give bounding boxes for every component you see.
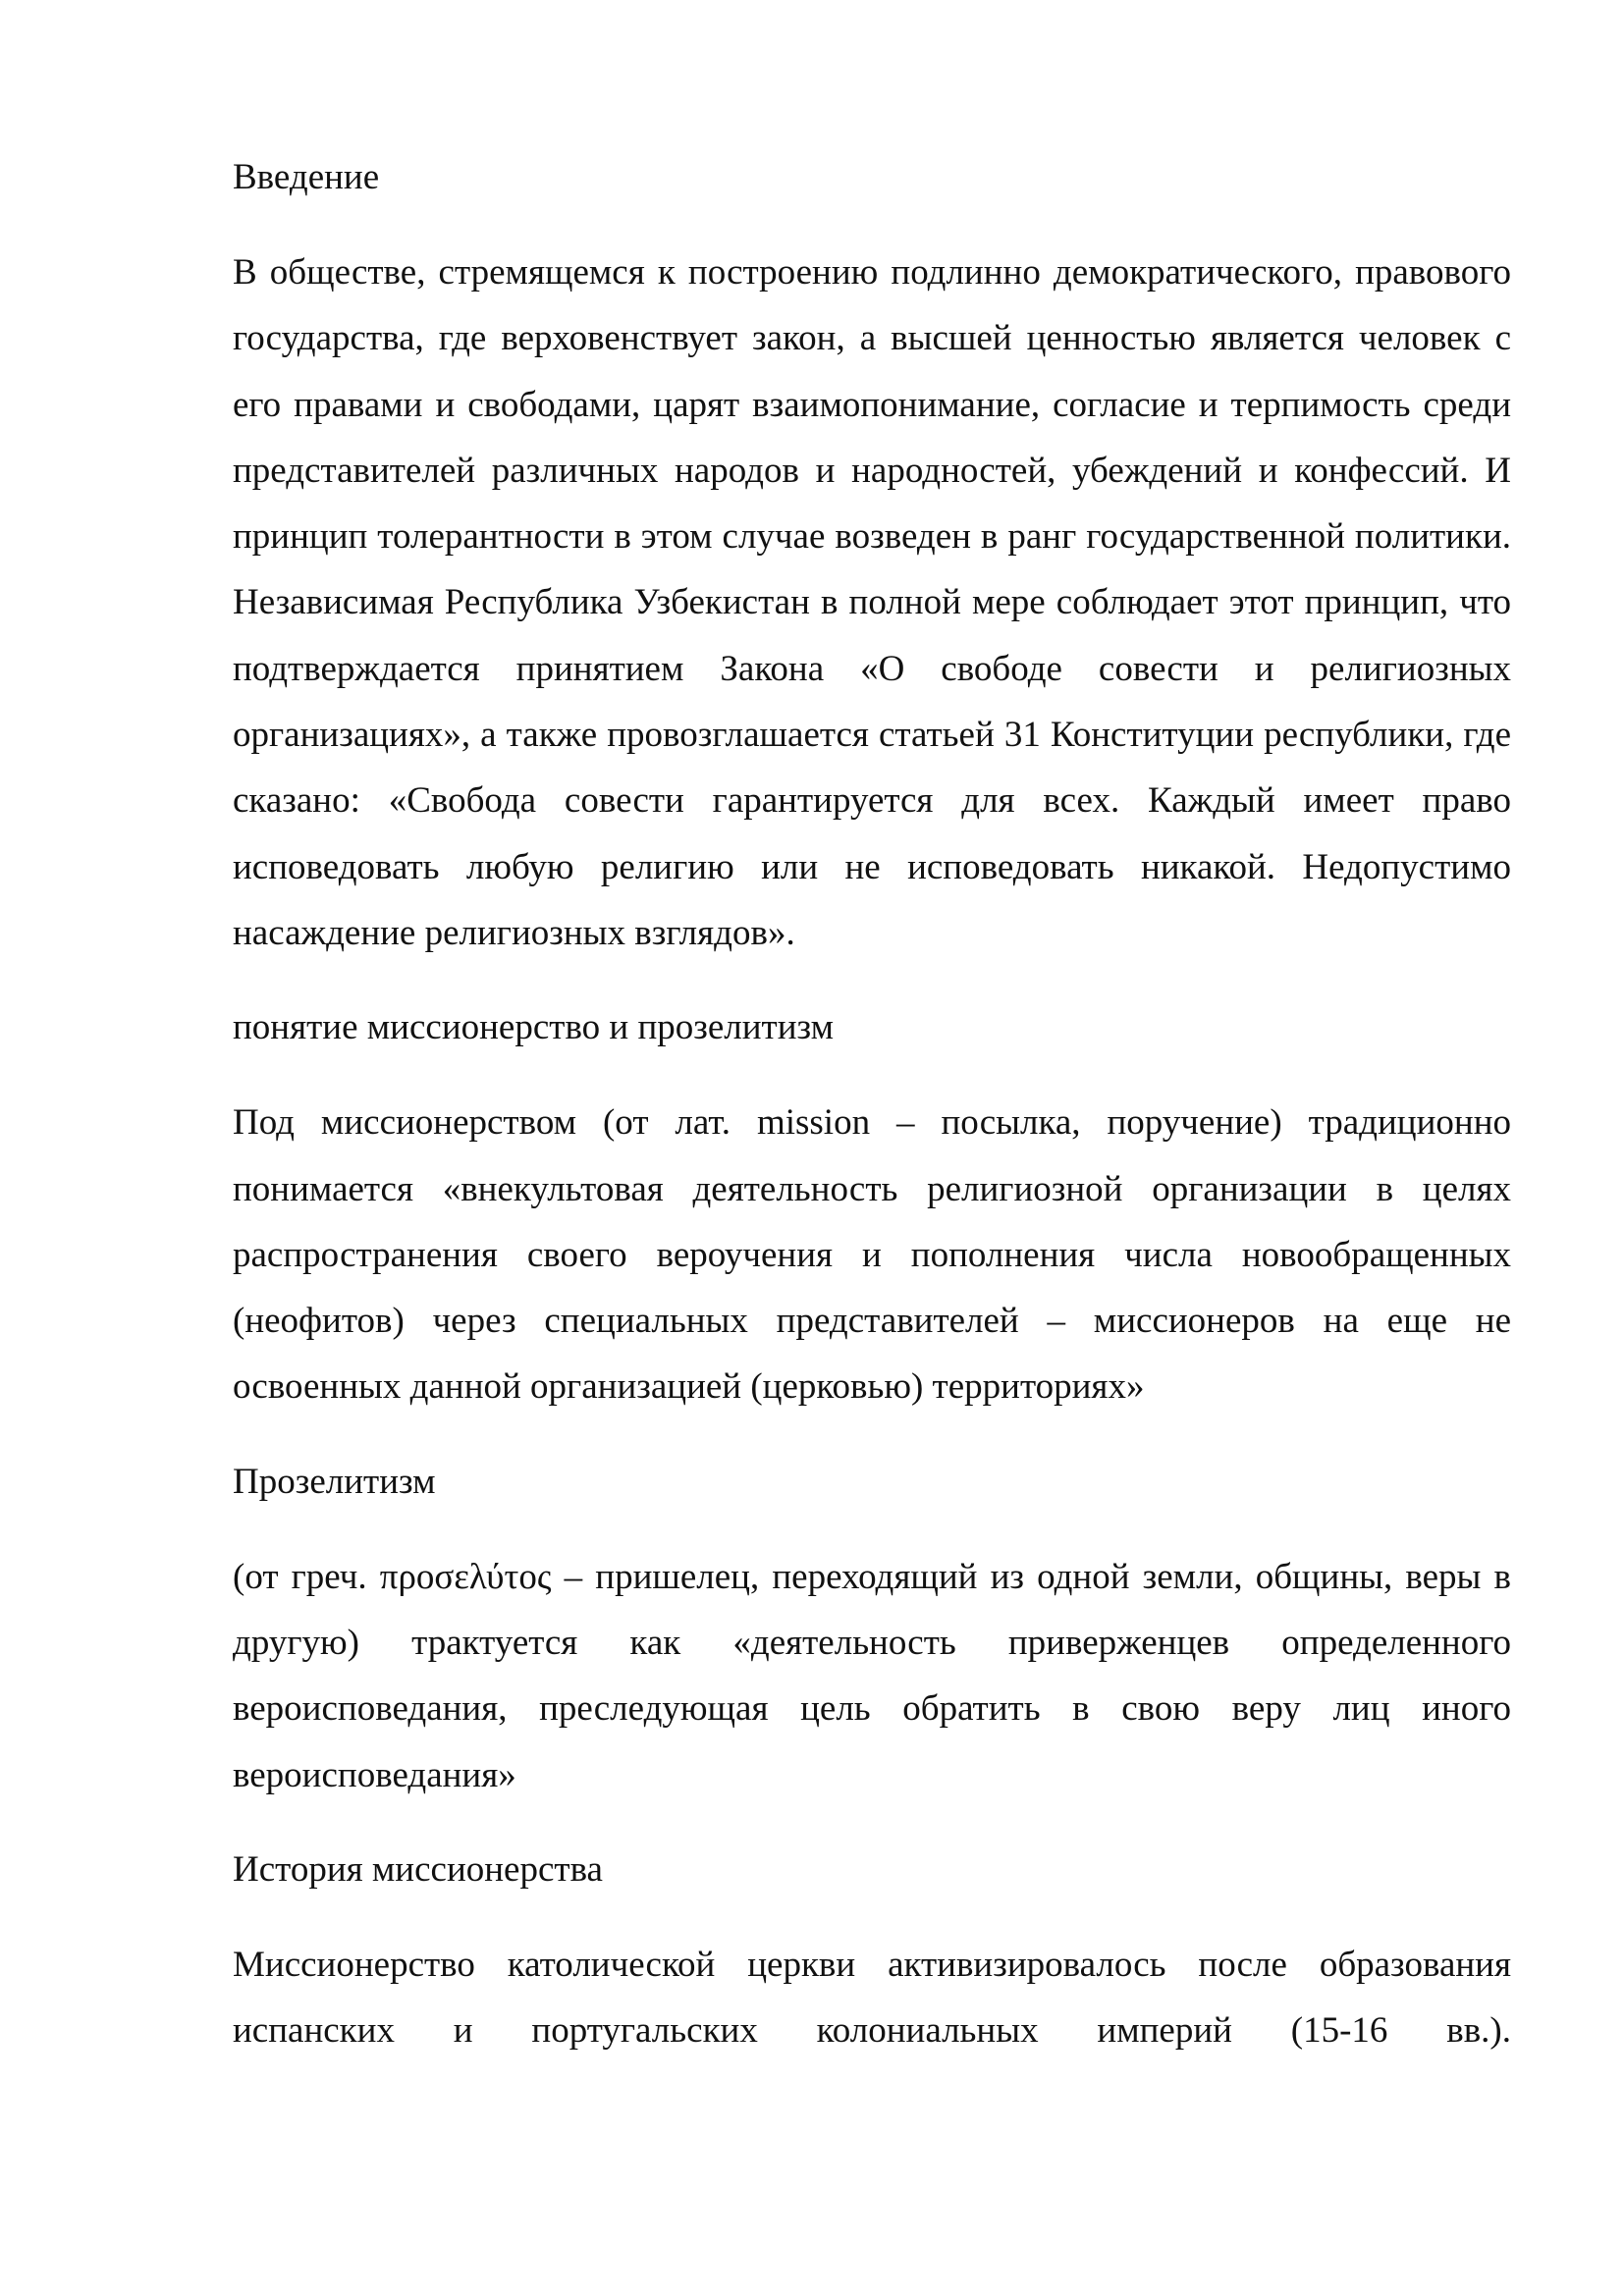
section-heading: История миссионерства [233,1848,603,1890]
paragraph: Под миссионерством (от лат. mission – посылка, поручение) традиционно понимается «внекультовая деятельность религиозной организации в целях распространения своего вероучения и пополнения числа новообращенных (неофитов) через специальных представителей – миссионеров на еще не освоенных данной организацией (церковью) территориях» [233,1102,1511,1408]
paragraph: Миссионерство католической церкви активизировалось после образования испанских и португальских колониальных империй (15-16 вв.). [233,1944,1511,2052]
section-history [233,1842,1511,2064]
section-heading: Прозелитизм [233,1461,436,1502]
paragraph: (от греч. προσελύτος – пришелец, переходящий из одной земли, общины, веры в другую) трактуется как «деятельность приверженцев определенного вероисповедания, преследующая цель обратить в свою веру лиц иного вероисповедания» [233,1556,1511,1795]
section-concept [233,999,1511,1419]
section-introduction [233,149,1511,966]
paragraph: В обществе, стремящемся к построению подлинно демократического, правового государства, где верховенствует закон, а высшей ценностью является человек с его правами и свободами, царят взаимопонимание, согласие и терпимость среди представителей различных народов и народностей, убеждений и конфессий. И принцип толерантности в этом случае возведен в ранг государственной политики. Независимая Республика Узбекистан в полной мере соблюдает этот принцип, что подтверждается принятием Закона «О свободе совести и религиозных организациях», а также провозглашается статьей 31 Конституции республики, где сказано: «Свобода совести гарантируется для всех. Каждый имеет право исповедовать любую религию или не исповедовать никакой. Недопустимо насаждение религиозных взглядов». [233,252,1511,953]
section-heading: понятие миссионерство и прозелитизм [233,1007,835,1048]
section-heading: Введение [233,157,380,197]
section-proselytism [233,1454,1511,1808]
